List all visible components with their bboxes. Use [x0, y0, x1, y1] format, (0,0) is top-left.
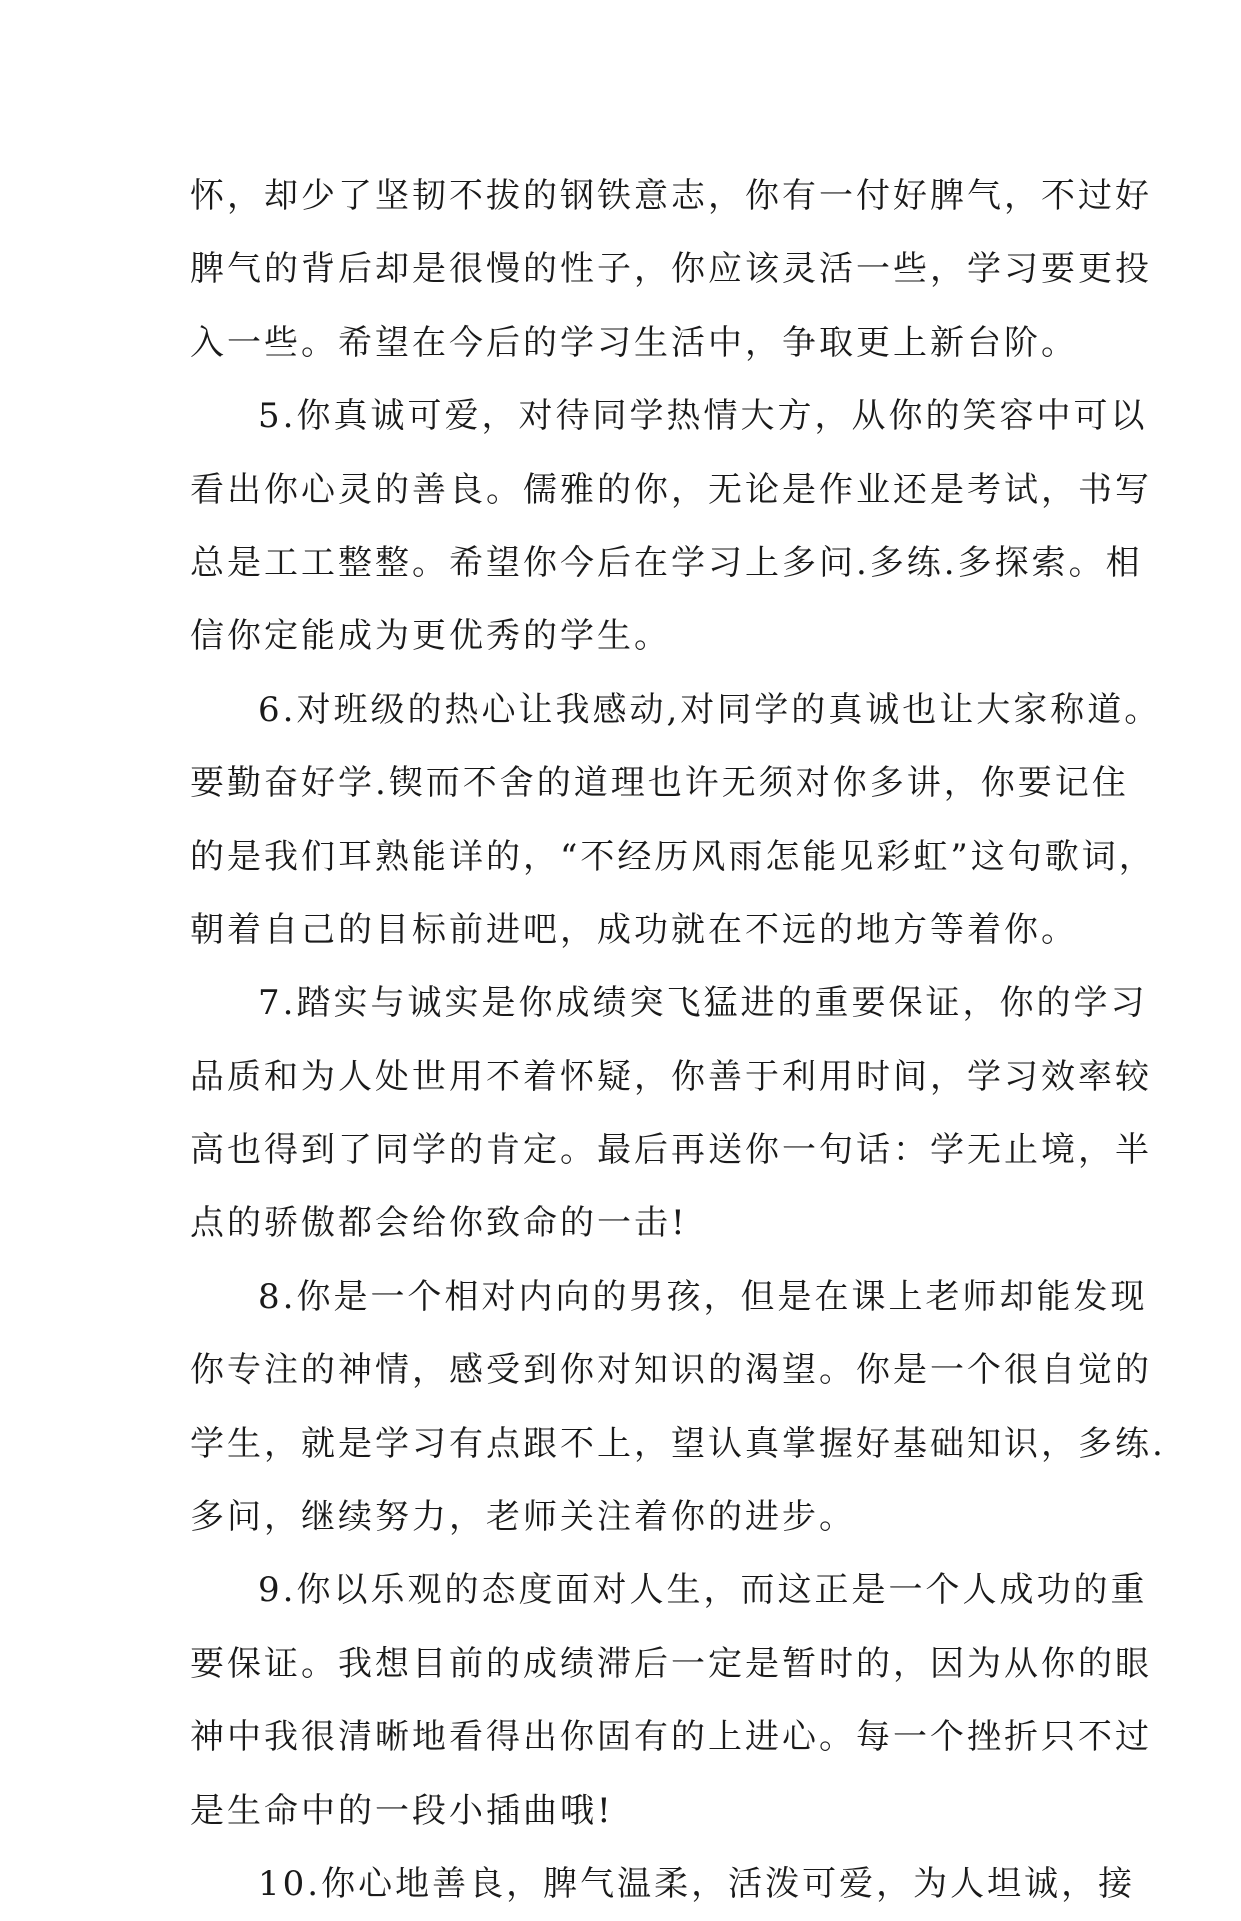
paragraph-first-line: 6.对班级的热心让我感动,对同学的真诚也让大家称道。 [258, 689, 1162, 730]
text-line: 点的骄傲都会给你致命的一击! [190, 1203, 688, 1244]
text-line: 你专注的神情，感受到你对知识的渴望。你是一个很自觉的 [190, 1350, 1152, 1391]
text-line: 要保证。我想目前的成绩滞后一定是暂时的，因为从你的眼 [190, 1643, 1152, 1684]
paragraph-first-line: 5.你真诚可爱，对待同学热情大方，从你的笑容中可以 [258, 396, 1148, 437]
paragraph-first-line: 8.你是一个相对内向的男孩，但是在课上老师却能发现 [258, 1276, 1148, 1317]
text-line: 要勤奋好学.锲而不舍的道理也许无须对你多讲，你要记住 [190, 763, 1129, 804]
text-line: 多问，继续努力，老师关注着你的进步。 [190, 1497, 856, 1538]
text-line: 总是工工整整。希望你今后在学习上多问.多练.多探索。相 [190, 542, 1143, 583]
text-line: 的是我们耳熟能详的，“不经历风雨怎能见彩虹”这句歌词， [190, 836, 1156, 877]
text-line: 是生命中的一段小插曲哦! [190, 1790, 614, 1831]
paragraph-first-line: 9.你以乐观的态度面对人生，而这正是一个人成功的重 [258, 1570, 1148, 1611]
text-line: 学生，就是学习有点跟不上，望认真掌握好基础知识，多练. [190, 1423, 1166, 1464]
body-text [190, 160, 1166, 1921]
paragraph-first-line: 10.你心地善良，脾气温柔，活泼可爱，为人坦诚，接 [258, 1863, 1136, 1904]
text-line: 入一些。希望在今后的学习生活中，争取更上新台阶。 [190, 322, 1078, 363]
text-line: 脾气的背后却是很慢的性子，你应该灵活一些，学习要更投 [190, 249, 1152, 290]
text-line: 看出你心灵的善良。儒雅的你，无论是作业还是考试，书写 [190, 469, 1152, 510]
text-line: 信你定能成为更优秀的学生。 [190, 616, 671, 657]
text-line: 高也得到了同学的肯定。最后再送你一句话：学无止境，半 [190, 1130, 1152, 1171]
text-line: 朝着自己的目标前进吧，成功就在不远的地方等着你。 [190, 909, 1078, 950]
text-line: 神中我很清晰地看得出你固有的上进心。每一个挫折只不过 [190, 1717, 1152, 1758]
text-line: 怀，却少了坚韧不拔的钢铁意志，你有一付好脾气，不过好 [190, 176, 1152, 216]
paragraph-first-line: 7.踏实与诚实是你成绩突飞猛进的重要保证，你的学习 [258, 983, 1148, 1024]
text-line: 品质和为人处世用不着怀疑，你善于利用时间，学习效率较 [190, 1056, 1152, 1097]
